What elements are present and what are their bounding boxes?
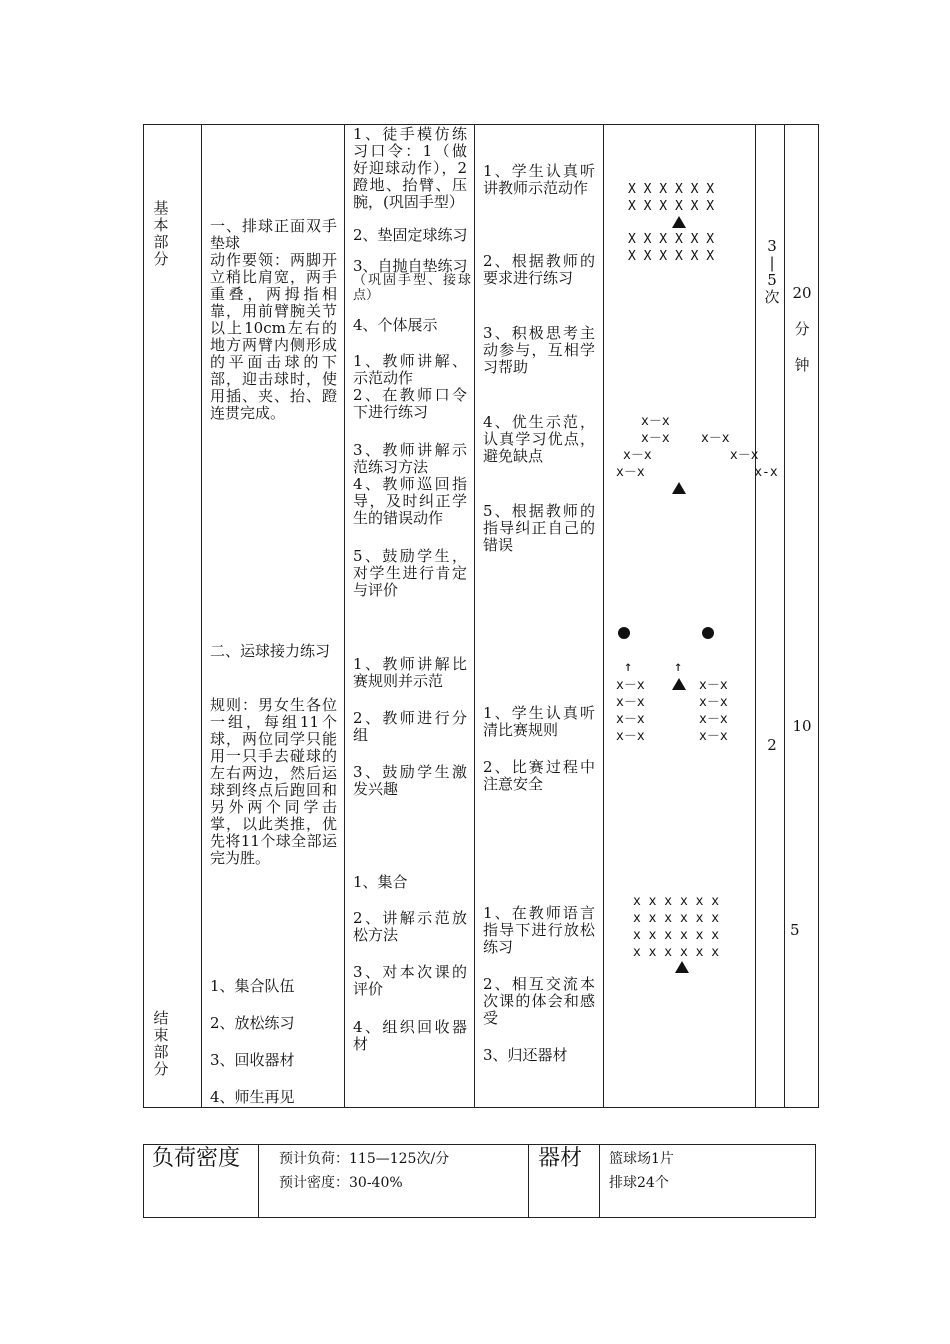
table-col-border bbox=[201, 124, 202, 1107]
formation-row: X X X X X X bbox=[628, 249, 715, 264]
footer-bottom-border bbox=[143, 1217, 816, 1218]
formation-row: X X X X X X bbox=[628, 232, 715, 247]
minutes-value: 10 bbox=[792, 717, 812, 735]
teacher-step: 3、自抛自垫练习 bbox=[353, 257, 468, 275]
load-density-label: 负荷密度 bbox=[152, 1146, 241, 1171]
formation-row: x－x bbox=[616, 695, 645, 710]
content-end-item: 3、回收器材 bbox=[210, 1051, 295, 1069]
formation-row: X X X X X X bbox=[628, 199, 715, 214]
table-col-border bbox=[143, 124, 144, 1107]
minutes-value: 5 bbox=[790, 921, 800, 939]
formation-row: x－x x－x bbox=[623, 448, 759, 463]
teacher-triangle-icon bbox=[675, 961, 689, 973]
teacher-step-note: （巩固手型、接球点） bbox=[353, 273, 471, 303]
teacher-step: 3、对本次课的评价 bbox=[353, 963, 467, 998]
formation-row: x x x x x x bbox=[633, 928, 720, 943]
formation-row: x－x bbox=[699, 695, 728, 710]
equipment-value: 篮球场1片 排球24个 bbox=[609, 1151, 674, 1191]
formation-row: x－x bbox=[616, 729, 645, 744]
content-end-item: 4、师生再见 bbox=[210, 1088, 295, 1106]
table-col-border bbox=[784, 124, 785, 1107]
table-col-border bbox=[755, 124, 756, 1107]
table-bottom-border bbox=[143, 1107, 819, 1108]
formation-row: x x x x x x bbox=[633, 894, 720, 909]
formation-row: x－x bbox=[641, 414, 670, 429]
teacher-step: 4、组织回收器材 bbox=[353, 1018, 467, 1053]
teacher-step: 1、集合 bbox=[353, 873, 408, 891]
student-step: 2、比赛过程中注意安全 bbox=[483, 758, 595, 793]
teacher-step: 2、垫固定球练习 bbox=[353, 226, 468, 244]
student-step: 2、相互交流本次课的体会和感受 bbox=[483, 975, 595, 1027]
arrow-up-icon: ↑ bbox=[624, 659, 633, 675]
formation-row: X X X X X X bbox=[628, 182, 715, 197]
load-density-value: 预计负荷：115—125次/分 预计密度：30-40% bbox=[279, 1151, 450, 1191]
table-col-border bbox=[603, 124, 604, 1107]
section-end-label: 结束部分 bbox=[153, 1009, 169, 1078]
teacher-step: 3、教师讲解示范练习方法 4、教师巡回指导，及时纠正学生的错误动作 bbox=[353, 441, 467, 527]
table-col-border bbox=[474, 124, 475, 1107]
student-step: 3、积极思考主动参与，互相学习帮助 bbox=[483, 324, 595, 376]
teacher-step: 3、鼓励学生激发兴趣 bbox=[353, 763, 467, 798]
teacher-step: 4、个体展示 bbox=[353, 316, 438, 334]
student-step: 2、根据教师的要求进行练习 bbox=[483, 252, 595, 287]
teacher-step: 2、教师进行分组 bbox=[353, 709, 467, 744]
section-basic-label: 基本部分 bbox=[153, 199, 169, 268]
table-col-border bbox=[818, 124, 819, 1107]
formation-row: x－x bbox=[616, 712, 645, 727]
footer-col-border bbox=[528, 1144, 529, 1217]
footer-col-border bbox=[143, 1144, 144, 1217]
teacher-step: 1、教师讲解比赛规则并示范 bbox=[353, 655, 467, 690]
student-step: 3、归还器材 bbox=[483, 1046, 568, 1064]
formation-row: x－x bbox=[616, 678, 645, 693]
footer-col-border bbox=[258, 1144, 259, 1217]
teacher-triangle-icon bbox=[672, 678, 686, 690]
student-step: 5、根据教师的指导纠正自己的错误 bbox=[483, 502, 595, 554]
formation-row: x x x x x x bbox=[633, 911, 720, 926]
formation-row: x－x bbox=[699, 729, 728, 744]
formation-row: x－x bbox=[699, 678, 728, 693]
teacher-step: 1、徒手模仿练习口令：1（做好迎球动作），2蹬地、抬臂、压腕，(巩固手型） bbox=[353, 125, 467, 211]
student-step: 4、优生示范，认真学习优点，避免缺点 bbox=[483, 413, 595, 465]
times-value: 3 | 5 次 bbox=[764, 237, 780, 306]
times-value: 2 bbox=[767, 736, 777, 754]
content-end-item: 1、集合队伍 bbox=[210, 977, 295, 995]
teacher-step: 5、鼓励学生，对学生进行肯定与评价 bbox=[353, 547, 467, 599]
formation-row: x－x bbox=[699, 712, 728, 727]
equipment-label: 器材 bbox=[538, 1146, 583, 1171]
teacher-step: 1、教师讲解、示范动作 2、在教师口令下进行练习 bbox=[353, 352, 467, 421]
minutes-value: 20 分 钟 bbox=[792, 284, 812, 374]
content-end-item: 2、放松练习 bbox=[210, 1014, 295, 1032]
footer-col-border bbox=[599, 1144, 600, 1217]
teacher-triangle-icon bbox=[672, 482, 686, 494]
table-top-border bbox=[143, 124, 819, 125]
footer-top-border bbox=[143, 1144, 816, 1145]
formation-row: x－x x－x bbox=[641, 431, 730, 446]
student-step: 1、在教师语言指导下进行放松练习 bbox=[483, 904, 595, 956]
content-volleyball: 一、排球正面双手垫球 动作要领：两脚开立稍比肩宽，两手重叠，两拇指相靠，用前臂腕关节以上10cm左右的地方两臂内侧形成的平面击球的下部，迎击球时，使用插、夹、抬、蹬连贯完成。 bbox=[210, 217, 337, 422]
student-step: 1、学生认真听清比赛规则 bbox=[483, 704, 595, 739]
content-relay-rule: 规则：男女生各位一组，每组11个球，两位同学只能用一只手去碰球的左右两边，然后运球到终点后跑回和另外两个同学击掌，以此类推，优先将11个球全部运完为胜。 bbox=[210, 696, 337, 867]
student-step: 1、学生认真听讲教师示范动作 bbox=[483, 162, 595, 197]
footer-col-border bbox=[815, 1144, 816, 1217]
table-col-border bbox=[344, 124, 345, 1107]
teacher-step: 2、讲解示范放松方法 bbox=[353, 909, 467, 944]
formation-row: x x x x x x bbox=[633, 945, 720, 960]
content-relay-title: 二、运球接力练习 bbox=[210, 642, 331, 660]
ball-icon bbox=[618, 627, 630, 639]
teacher-triangle-icon bbox=[672, 216, 686, 228]
ball-icon bbox=[702, 627, 714, 639]
arrow-up-icon: ↑ bbox=[674, 659, 683, 675]
formation-row: x－x x-x bbox=[616, 465, 778, 480]
